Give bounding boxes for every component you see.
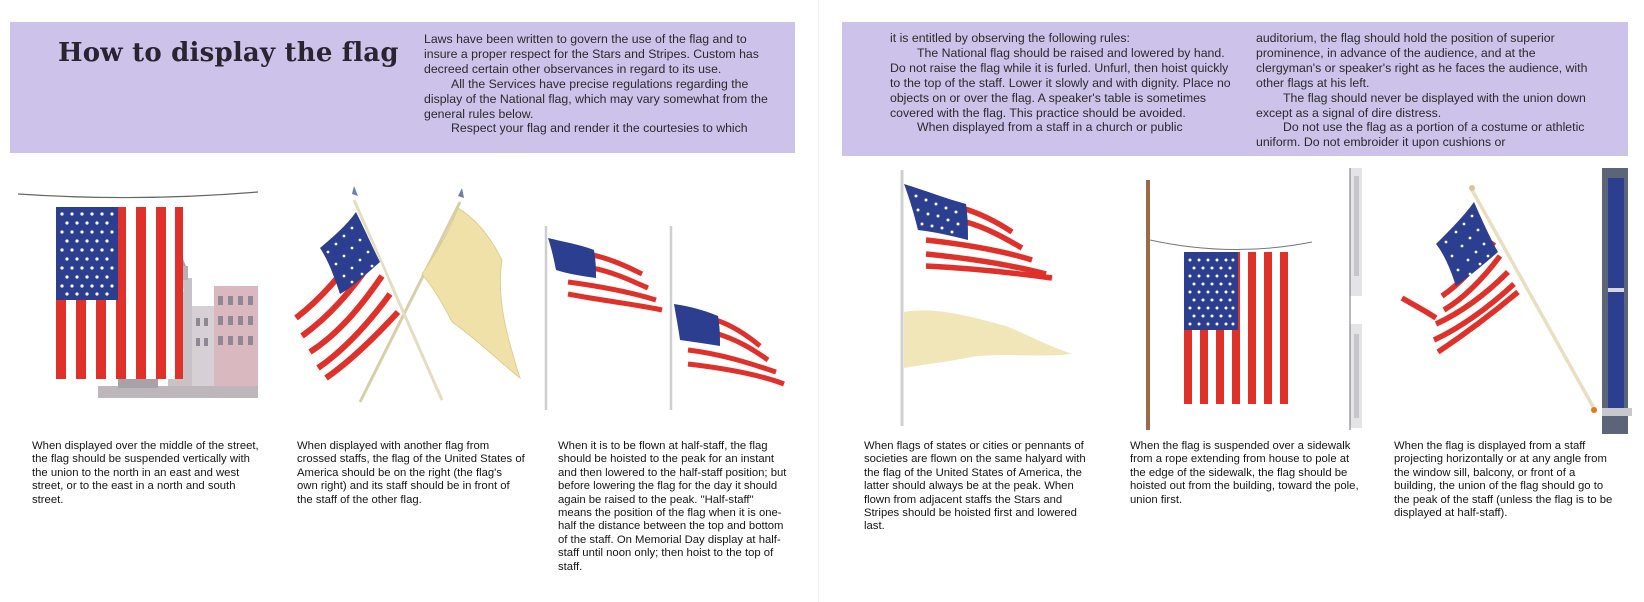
- crossed-staffs-illustration: [282, 190, 522, 416]
- right-page: [826, 0, 1644, 602]
- caption-crossed-staffs: When displayed with another flag from crossed staffs, the flag of the United States of America should be on the right (the flag's own right) and its staff should be in front of the staff of the other flag.: [297, 440, 525, 506]
- halyard-illustration: [896, 168, 1096, 430]
- caption-sidewalk: When the flag is suspended over a sidewalk from a rope extending from house to pole at the edge of the sidewalk, the flag should be hoisted out from the building, toward the pole, union first.: [1130, 440, 1359, 506]
- pennant-icon: [904, 310, 1072, 368]
- half-staff-illustration: [538, 224, 798, 416]
- rules-paragraph-3: When displayed from a staff in a church or public: [917, 120, 1183, 135]
- caption-halyard: When flags of states or cities or pennants of societies are flown on the same halyard with the flag of the United States of America, the latter should always be at the peak. When flown from adjacent staffs the Stars and Stripes should be hoisted first and lowered last.: [864, 440, 1086, 533]
- page-gutter: [818, 0, 819, 602]
- building-icon: [1350, 168, 1362, 430]
- left-page: [0, 0, 818, 602]
- rules-paragraph-6: Do not use the flag as a portion of a costume or athletic uniform. Do not embroider it upon cushions or: [1256, 120, 1585, 150]
- caption-half-staff: When it is to be flown at half-staff, the flag should be hoisted to the peak for an instant and then lowered to the half-staff position; but before lowering the flag for the day it should again be raised to the peak. "Half-staff" means the position of the flag when it is one-half the distance between the top and bottom of the staff. On Memorial Day display at half-staff until noon only; then hoist to the top of staff.: [558, 440, 787, 573]
- us-flag-icon: [904, 184, 1054, 278]
- us-flag-icon: [1184, 252, 1290, 404]
- rules-column-1: [890, 31, 1238, 135]
- caption-street: When displayed over the middle of the street, the flag should be suspended vertically with the union to the north in an east and west street, or to the east in a north and south street.: [32, 440, 259, 506]
- rules-paragraph-5: The flag should never be displayed with the union down except as a signal of dire distress.: [1256, 90, 1586, 120]
- window-icon: [1602, 168, 1632, 434]
- rules-paragraph-1: it is entitled by observing the following rules:: [890, 31, 1130, 45]
- us-flag-icon: [548, 238, 664, 312]
- street-flag-illustration: [18, 186, 258, 416]
- caption-window: When the flag is displayed from a staff projecting horizontally or at any angle from the window sill, balcony, or front of a building, the union of the flag should go to the peak of the staff (unless the flag is to be displayed at half-staff).: [1394, 440, 1613, 520]
- rules-paragraph-4: auditorium, the flag should hold the position of superior prominence, in advance of the audience, and at the clergyman's or speaker's right as he faces the audience, with other flags at his left.: [1256, 31, 1588, 90]
- rules-paragraph-2: The National flag should be raised and lowered by hand. Do not raise the flag while it is furled. Unfurl, then hoist quickly to the top of the staff. Lower it slowly and with dignity. Place no objects on or over the flag. A speaker's table is sometimes covered with the flag. This practice should be avoided.: [890, 45, 1231, 120]
- intro-text: [424, 32, 772, 136]
- window-staff-illustration: [1396, 168, 1634, 436]
- sidewalk-illustration: [1142, 168, 1374, 432]
- us-flag-icon: [1398, 202, 1518, 354]
- intro-paragraph-3: Respect your flag and render it the courtesies to which: [451, 121, 748, 136]
- page-title: How to display the flag: [58, 38, 399, 68]
- us-flag-icon: [674, 304, 788, 392]
- intro-paragraph-1: Laws have been written to govern the use of the flag and to insure a proper respect for the Stars and Stripes. Custom has decreed certain other observances in regard to its use.: [424, 32, 759, 76]
- intro-paragraph-2: All the Services have precise regulations regarding the display of the National flag, which may vary somewhat from the general rules below.: [424, 76, 768, 121]
- us-flag-icon: [56, 207, 183, 379]
- rules-column-2: [1256, 31, 1596, 150]
